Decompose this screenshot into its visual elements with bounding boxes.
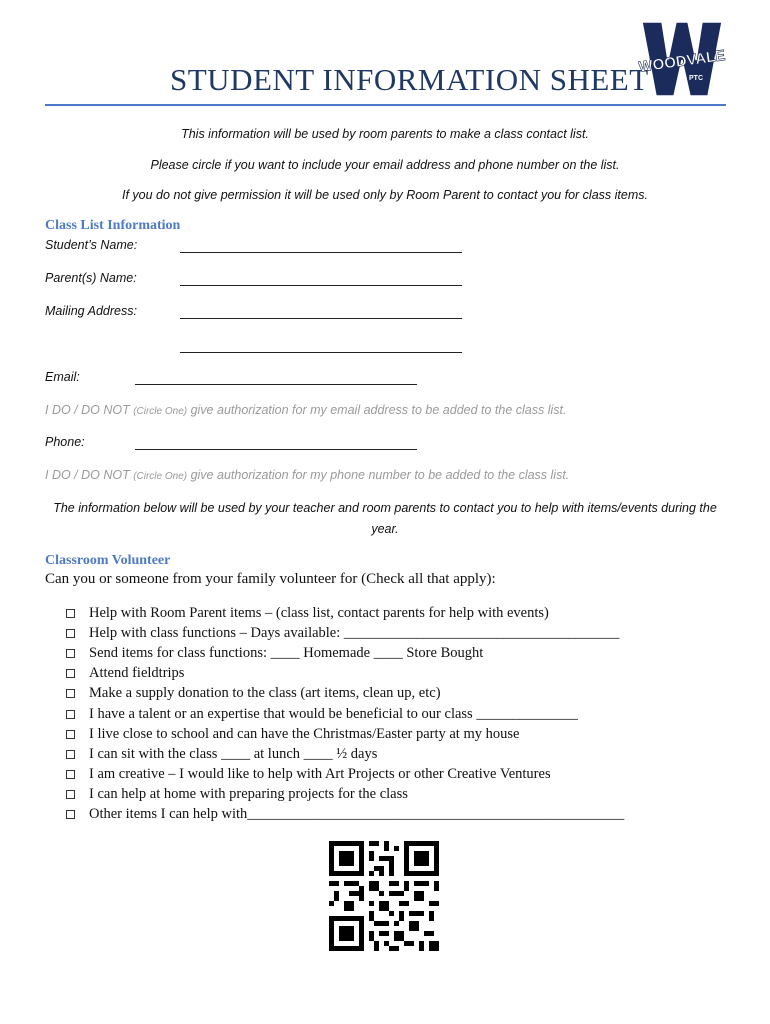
email-circle-one-note: (Circle One) [133,406,188,417]
checkbox-icon[interactable] [66,629,75,638]
volunteer-option-lunch [66,744,624,764]
email-permission-statement[interactable] [45,403,566,417]
volunteer-option-label: I can sit with the class ____ at lunch ____ ½ days [89,745,378,762]
checkbox-icon[interactable] [66,649,75,658]
qr-code-icon [329,841,439,951]
volunteer-option-supply-donation [66,684,624,704]
checkbox-icon[interactable] [66,689,75,698]
logo-subtext: PTC [689,75,703,82]
email-field[interactable] [135,384,417,385]
woodvale-logo [638,20,726,98]
volunteer-option-label: Attend fieldtrips [89,665,185,682]
phone-permission-suffix: give authorization for my phone number to be added to the class list. [187,468,570,482]
page-title: STUDENT INFORMATION SHEET [170,62,649,97]
checkbox-icon[interactable] [66,790,75,799]
volunteer-option-label: Help with class functions – Days available: ______________________________________ [89,624,620,641]
volunteer-option-host-party [66,724,624,744]
volunteer-option-label: I live close to school and can have the Christmas/Easter party at my house [89,725,520,742]
email-permission-prefix: I DO / DO NOT [45,403,134,417]
email-permission-suffix: give authorization for my email address to be added to the class list. [187,403,567,417]
class-list-heading: Class List Information [45,218,181,233]
volunteer-option-label: Other items I can help with____________________________________________________ [89,806,625,823]
mailing-address-field-line-1[interactable] [180,318,462,319]
student-name-field[interactable] [180,252,462,253]
volunteer-question: Can you or someone from your family volunteer for (Check all that apply): [45,571,496,587]
phone-field[interactable] [135,449,417,450]
title-underline [45,104,726,106]
volunteer-option-class-functions [66,623,624,643]
volunteer-option-talent [66,704,624,724]
checkbox-icon[interactable] [66,750,75,759]
volunteer-option-label: I have a talent or an expertise that would be beneficial to our class ______________ [89,705,578,722]
checkbox-icon[interactable] [66,609,75,618]
classroom-volunteer-heading: Classroom Volunteer [45,553,171,568]
mailing-address-label: Mailing Address: [45,304,137,318]
volunteer-options-list [66,603,624,825]
intro-line-1: This information will be used by room parents to make a class contact list. [181,127,589,141]
phone-permission-prefix: I DO / DO NOT [45,468,134,482]
teacher-contact-note: The information below will be used by your teacher and room parents to contact you to help with items/events during the year. [53,501,717,536]
phone-circle-one-note: (Circle One) [133,471,188,482]
volunteer-option-room-parent [66,603,624,623]
phone-permission-statement[interactable] [45,468,569,482]
volunteer-option-fieldtrips [66,664,624,684]
phone-label: Phone: [45,435,85,449]
checkbox-icon[interactable] [66,770,75,779]
parent-name-label: Parent(s) Name: [45,271,137,285]
mailing-address-field-line-2[interactable] [180,352,462,353]
volunteer-option-art-projects [66,765,624,785]
volunteer-option-label: I am creative – I would like to help with Art Projects or other Creative Ventures [89,766,551,783]
intro-line-2: Please circle if you want to include your email address and phone number on the list. [150,158,620,172]
volunteer-option-help-at-home [66,785,624,805]
student-name-label: Student’s Name: [45,238,138,252]
volunteer-option-other [66,805,624,825]
volunteer-option-label: I can help at home with preparing projects for the class [89,786,408,803]
checkbox-icon[interactable] [66,669,75,678]
volunteer-option-send-items [66,643,624,663]
checkbox-icon[interactable] [66,810,75,819]
logo-text: WOODVALE [638,47,726,76]
checkbox-icon[interactable] [66,710,75,719]
volunteer-option-label: Help with Room Parent items – (class list, contact parents for help with events) [89,604,549,621]
email-label: Email: [45,370,80,384]
volunteer-option-label: Send items for class functions: ____ Homemade ____ Store Bought [89,644,484,661]
parent-name-field[interactable] [180,285,462,286]
volunteer-option-label: Make a supply donation to the class (art items, clean up, etc) [89,685,441,702]
intro-line-3: If you do not give permission it will be used only by Room Parent to contact you for class items. [122,188,648,202]
checkbox-icon[interactable] [66,730,75,739]
